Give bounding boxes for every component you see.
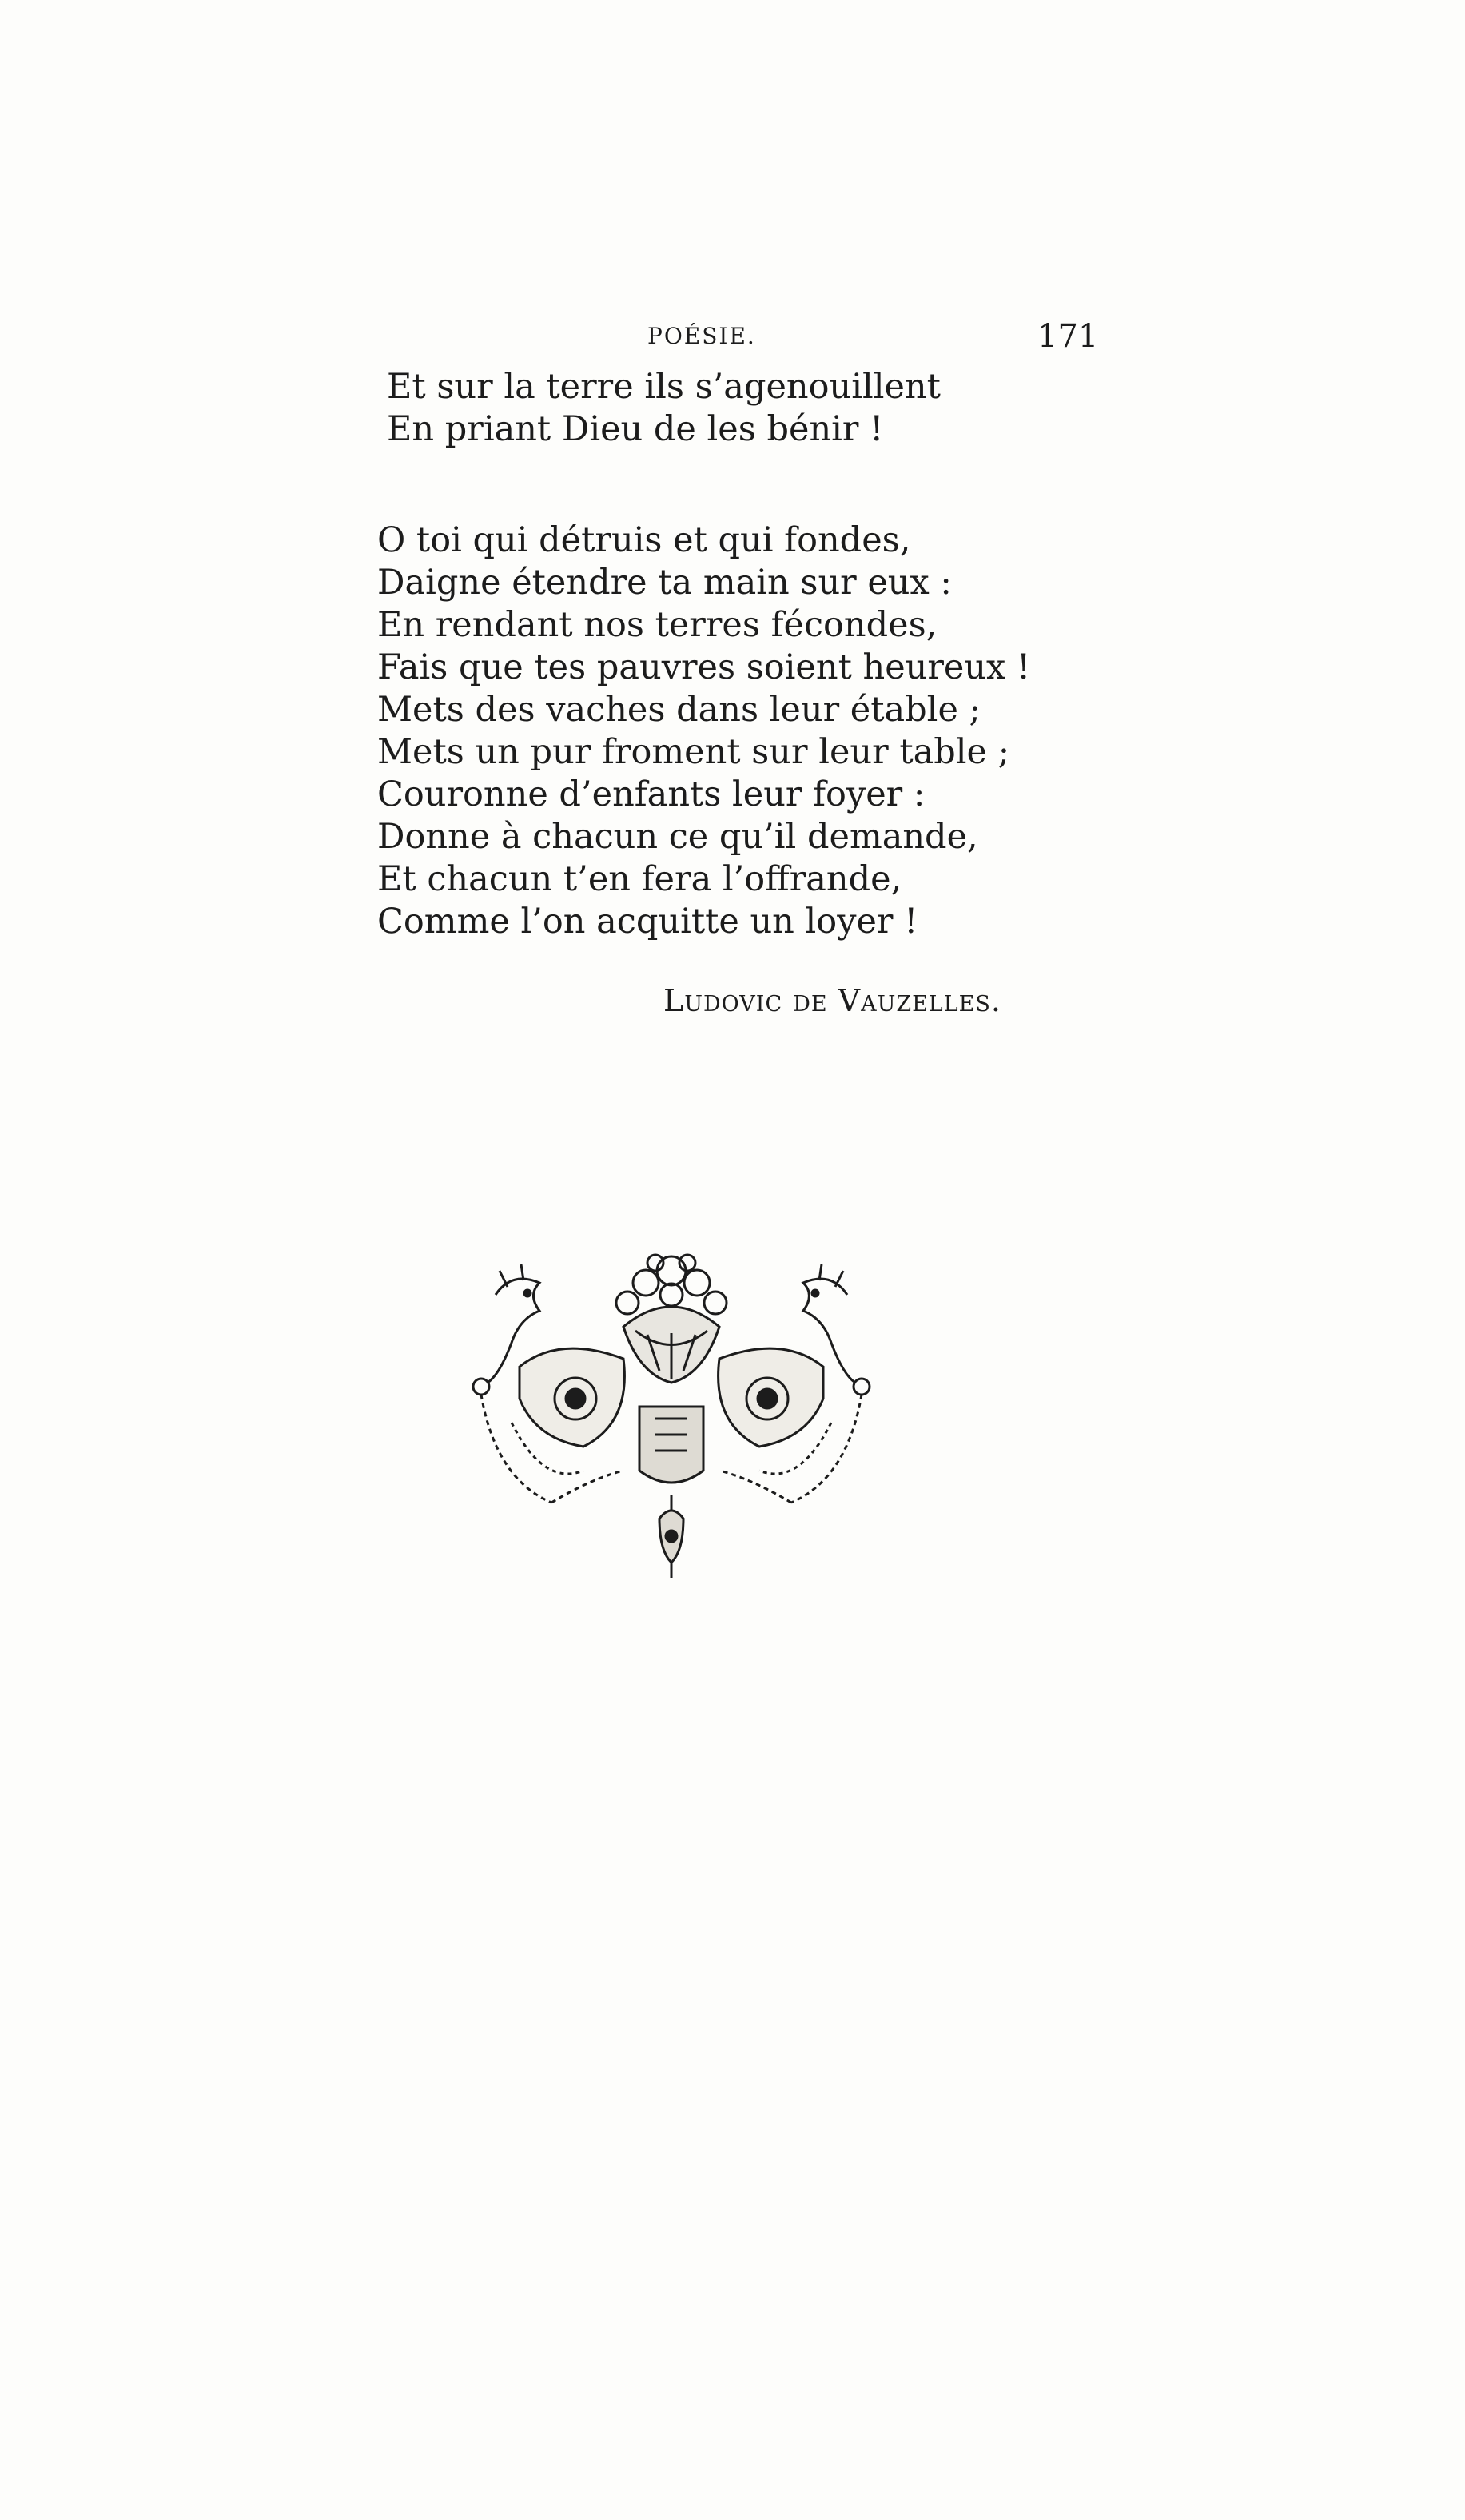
page-number: 171 <box>1037 318 1099 355</box>
running-head: POÉSIE. <box>647 323 756 349</box>
poem-line: Mets des vaches dans leur étable ; <box>377 690 981 730</box>
poem-line: O toi qui détruis et qui fondes, <box>377 520 911 560</box>
stanza-1 <box>387 366 941 451</box>
poem-line: En rendant nos terres fécondes, <box>377 605 938 645</box>
poem-line: Comme l’on acquitte un loyer ! <box>377 902 918 942</box>
stanza-2 <box>377 520 1030 943</box>
poem-line: Fais que tes pauvres soient heureux ! <box>377 647 1031 687</box>
ornamental-vignette-icon <box>464 1239 879 1590</box>
poem-line: Couronne d’enfants leur foyer : <box>377 774 926 814</box>
poem-line: Donne à chacun ce qu’il demande, <box>377 817 978 857</box>
poem-line: Et sur la terre ils s’agenouillent <box>387 367 941 407</box>
poem-line: En priant Dieu de les bénir ! <box>387 409 884 449</box>
poem-line: Daigne étendre ta main sur eux : <box>377 563 952 603</box>
poem-line: Et chacun t’en fera l’offrande, <box>377 859 902 899</box>
author-signature: Ludovic de Vauzelles. <box>663 983 1001 1018</box>
poem-line: Mets un pur froment sur leur table ; <box>377 732 1010 772</box>
